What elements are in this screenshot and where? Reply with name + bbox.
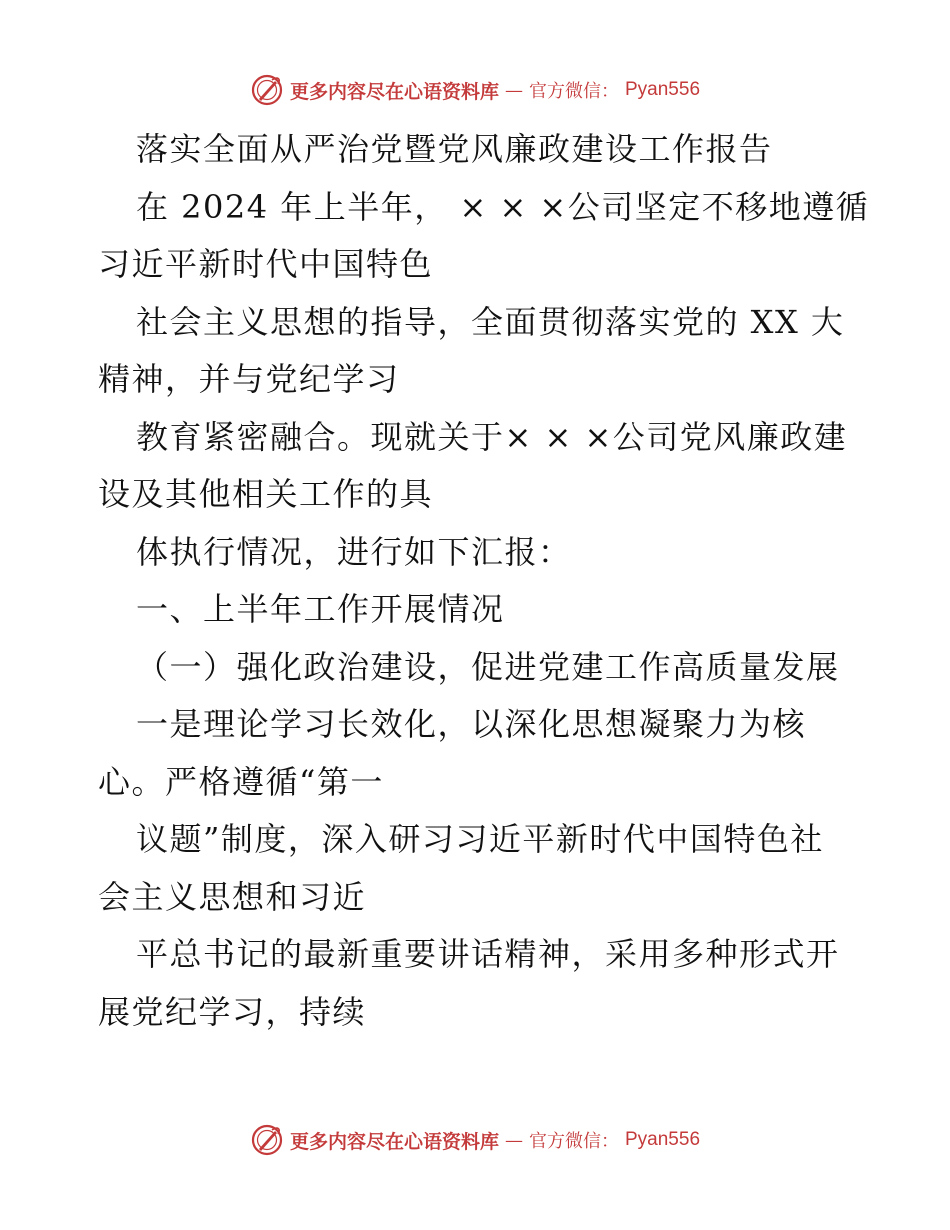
section-heading: 一、上半年工作开展情况 [136, 590, 505, 628]
paragraph-line: 心。严格遵循“第一 [98, 762, 384, 801]
quill-seal-logo-icon [250, 1123, 284, 1157]
paragraph-line: 议题”制度，深入研习习近平新时代中国特色社 [136, 820, 824, 858]
paragraph-line: 在 2024 年上半年， × × ×公司坚定不移地遵循 [136, 187, 870, 226]
footer-watermark-banner [0, 1120, 950, 1160]
watermark-separator: — [505, 1129, 523, 1151]
paragraph-line: 教育紧密融合。现就关于× × ×公司党风廉政建 [136, 417, 848, 456]
document-title: 落实全面从严治党暨党风廉政建设工作报告 [136, 130, 773, 168]
watermark-wechat-label: 官方微信： [529, 81, 619, 102]
subsection-heading: （一）强化政治建设，促进党建工作高质量发展 [136, 647, 840, 686]
watermark-wechat-label: 官方微信： [529, 1131, 619, 1152]
paragraph-line: 社会主义思想的指导，全面贯彻落实党的 XX 大 [136, 302, 845, 341]
watermark-main-text: 更多内容尽在心语资料库 [289, 80, 499, 103]
paragraph-line: 习近平新时代中国特色 [98, 245, 434, 283]
watermark-wechat-id: Pyan556 [625, 1129, 701, 1150]
quill-seal-logo-icon [250, 73, 284, 107]
header-watermark-banner [0, 70, 950, 110]
paragraph-line: 一是理论学习长效化，以深化思想凝聚力为核 [136, 705, 807, 743]
paragraph-line: 会主义思想和习近 [98, 877, 367, 916]
watermark-wechat-id: Pyan556 [625, 79, 701, 100]
paragraph-line: 体执行情况，进行如下汇报： [136, 532, 572, 571]
paragraph-line: 精神，并与党纪学习 [98, 360, 400, 398]
document-body [98, 121, 870, 1041]
watermark-main-text: 更多内容尽在心语资料库 [289, 1130, 499, 1153]
paragraph-line: 平总书记的最新重要讲话精神，采用多种形式开 [136, 935, 840, 973]
paragraph-line: 展党纪学习，持续 [98, 992, 367, 1031]
paragraph-line: 设及其他相关工作的具 [98, 475, 434, 513]
watermark-separator: — [505, 79, 523, 101]
